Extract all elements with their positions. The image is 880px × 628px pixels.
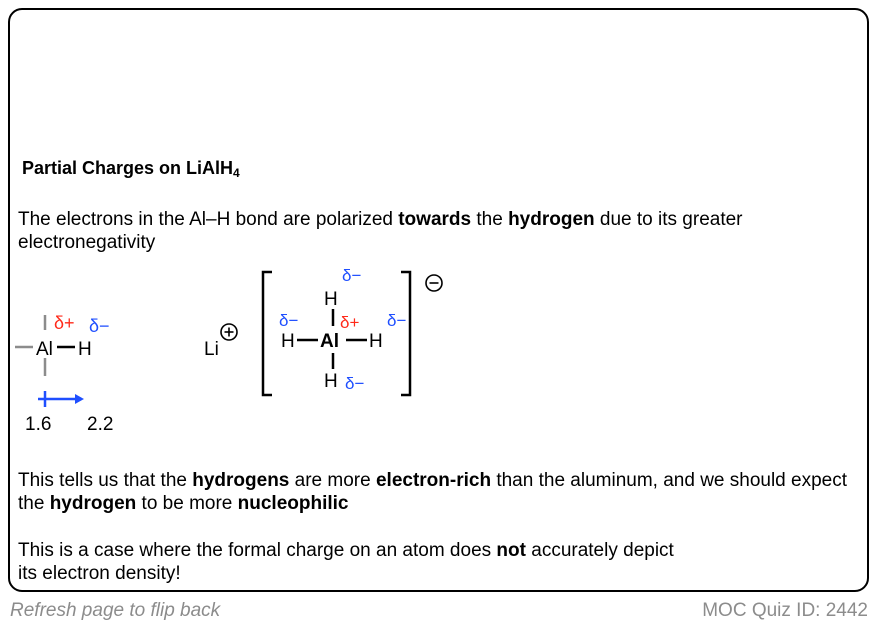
li-label: Li (204, 339, 219, 360)
flip-back-hint[interactable]: Refresh page to flip back (10, 600, 221, 621)
delta-minus-label: δ− (89, 316, 110, 336)
delta-plus-center: δ+ (340, 313, 360, 332)
formal-charge-note: This is a case where the formal charge on an atom does not accurately depict its electron density! (18, 540, 674, 584)
h-top-label: H (324, 289, 338, 310)
conclusion-paragraph: This tells us that the hydrogens are more electron-rich than the aluminum, and we should expect the hydrogen to be more nucleophilic (18, 470, 848, 514)
al-h-fragment (15, 313, 113, 435)
delta-minus-bottom: δ− (345, 374, 365, 393)
right-bracket (401, 272, 410, 395)
h-bottom-label: H (324, 371, 338, 392)
electronegativity-h: 2.2 (87, 414, 114, 435)
delta-minus-right: δ− (387, 311, 407, 330)
delta-minus-top: δ− (342, 266, 362, 285)
h-label: H (78, 339, 92, 360)
lithium-cation (204, 324, 237, 360)
left-bracket (263, 272, 272, 395)
quiz-id-label: MOC Quiz ID: 2442 (702, 600, 868, 621)
delta-plus-label: δ+ (54, 313, 75, 333)
al-label: Al (36, 339, 53, 360)
aluminate-anion (279, 266, 406, 393)
card-title: Partial Charges on LiAlH$_4$ (22, 158, 240, 180)
h-left-label: H (281, 331, 295, 352)
dipole-arrow-head (75, 394, 84, 404)
explanation-paragraph: The electrons in the Al–H bond are polarized towards the hydrogen due to its greater electronegativity (18, 209, 743, 253)
h-right-label: H (369, 331, 383, 352)
electronegativity-al: 1.6 (25, 414, 52, 435)
delta-minus-left: δ− (279, 311, 299, 330)
al-center-label: Al (320, 331, 339, 352)
